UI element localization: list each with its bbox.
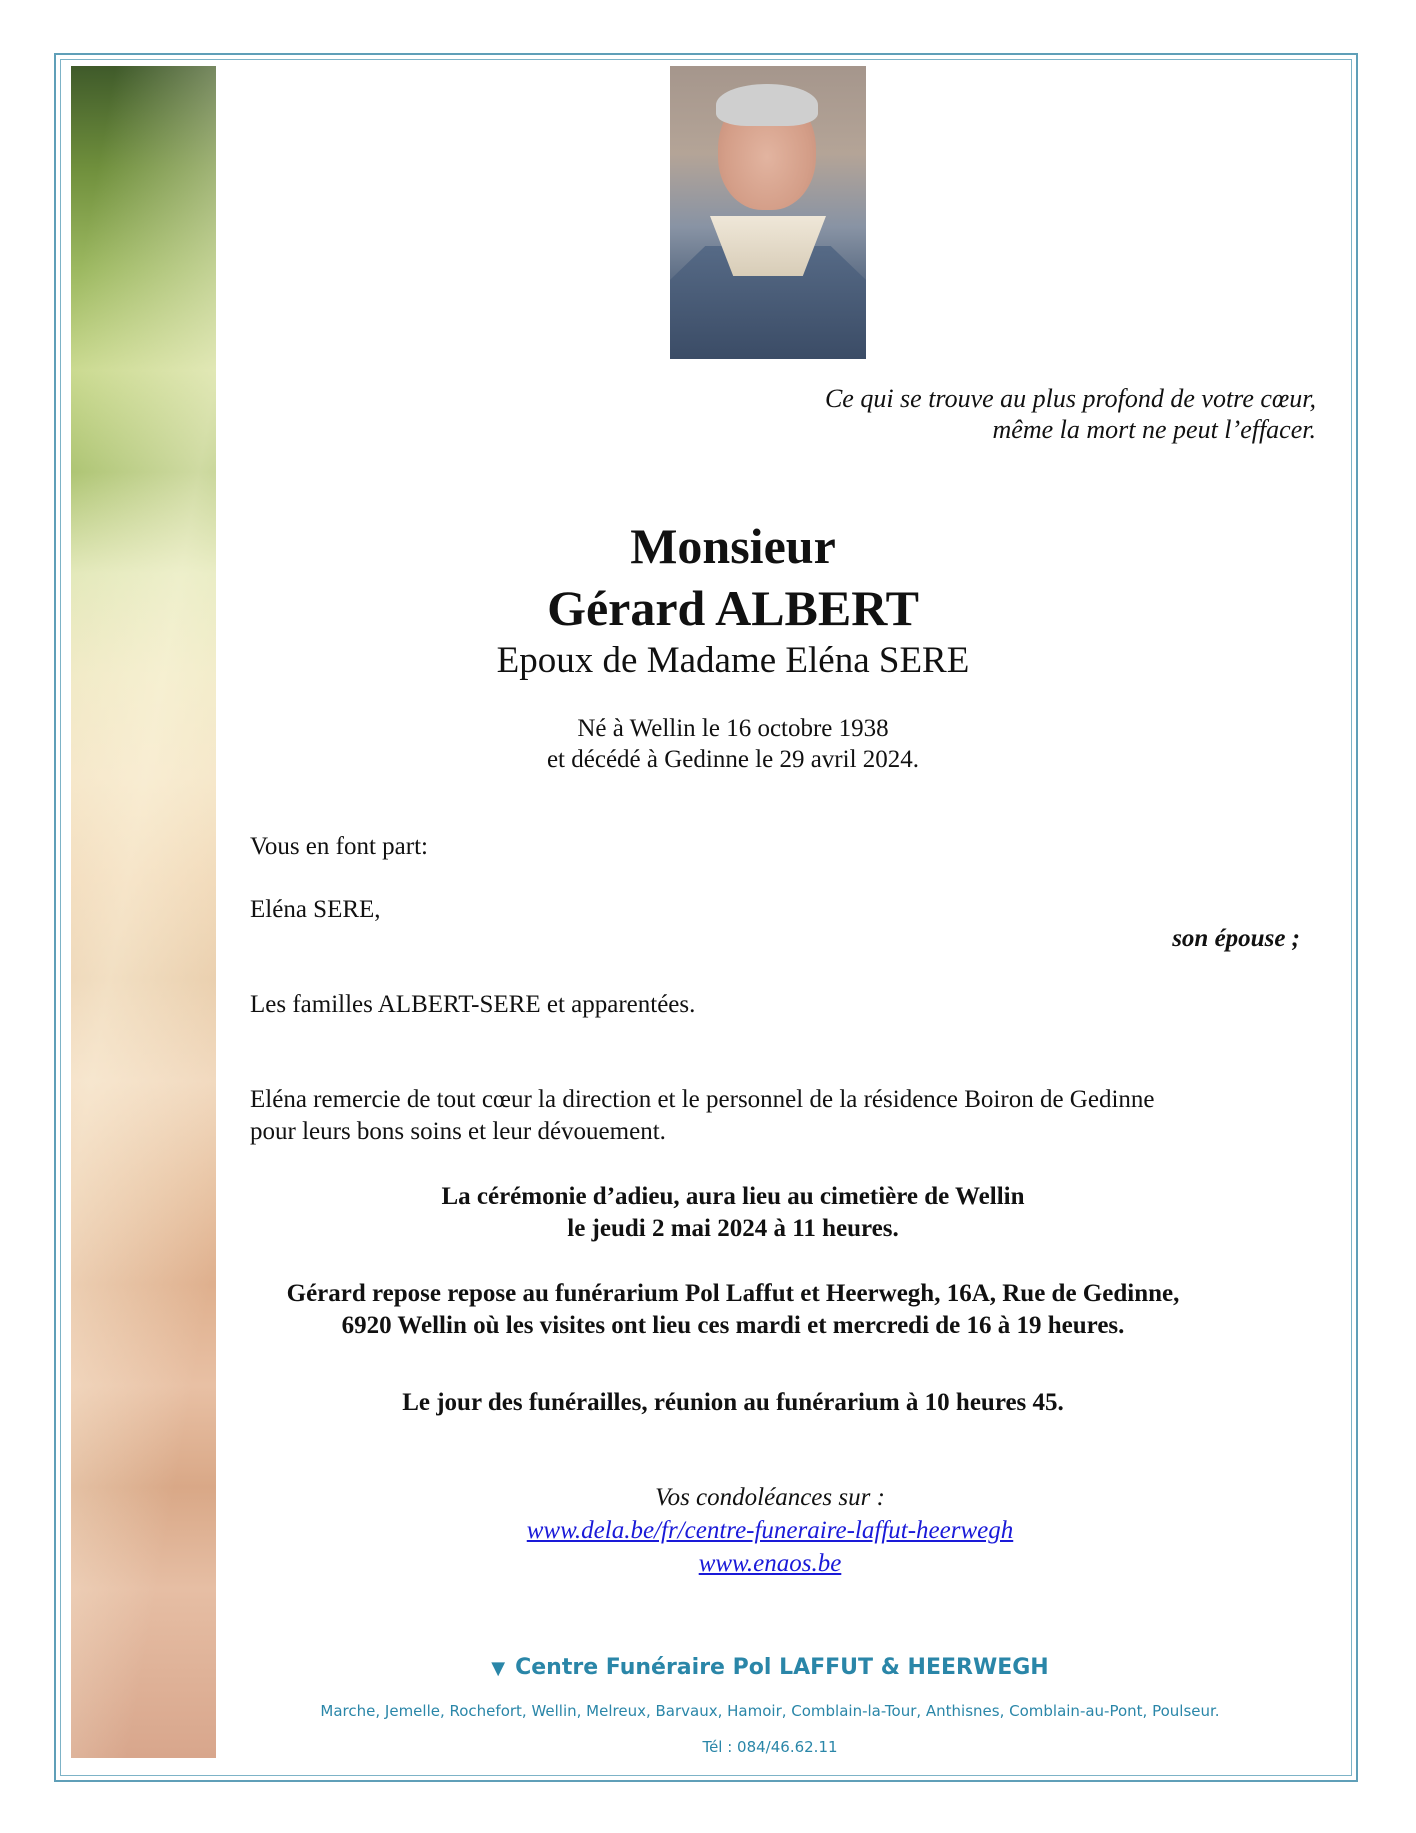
birth-line: Né à Wellin le 16 octobre 1938 bbox=[577, 715, 889, 742]
condolences-link-enaos[interactable]: www.enaos.be bbox=[698, 1550, 842, 1577]
funeral-home-name bbox=[250, 1655, 1290, 1680]
quote-line-2: même la mort ne peut l’effacer. bbox=[992, 415, 1316, 444]
forest-path-side-image bbox=[71, 66, 216, 1758]
deceased-name: Gérard ALBERT bbox=[547, 580, 919, 636]
families-line: Les familles ALBERT-SERE et apparentées. bbox=[250, 991, 696, 1018]
thanks-line-2: pour leurs bons soins et leur dévouement. bbox=[250, 1118, 666, 1145]
condolences-label: Vos condoléances sur : bbox=[655, 1484, 885, 1511]
company-name: Centre Funéraire Pol LAFFUT & HEERWEGH bbox=[515, 1655, 1049, 1680]
portrait-hair bbox=[716, 84, 818, 126]
ceremony-line-1: La cérémonie d’adieu, aura lieu au cimetière de Wellin bbox=[441, 1183, 1025, 1210]
memorial-quote bbox=[600, 383, 1316, 445]
spouse-name: Eléna SERE, bbox=[250, 896, 381, 923]
birth-death-dates bbox=[250, 713, 1216, 775]
funeral-home-phone: Tél : 084/46.62.11 bbox=[702, 1738, 838, 1756]
thanks-line-1: Eléna remercie de tout cœur la direction et le personnel de la résidence Boiron de Gedinne bbox=[250, 1086, 1155, 1113]
condolences-block bbox=[250, 1481, 1290, 1580]
death-line: et décédé à Gedinne le 29 avril 2024. bbox=[546, 746, 920, 773]
thanks-paragraph bbox=[250, 1084, 1290, 1148]
announcers-intro: Vous en font part: bbox=[250, 833, 428, 860]
honorific: Monsieur bbox=[630, 518, 836, 574]
meeting-info: Le jour des funérailles, réunion au funérarium à 10 heures 45. bbox=[402, 1389, 1064, 1416]
spouse-line: Epoux de Madame Eléna SERE bbox=[496, 640, 970, 681]
triangle-down-icon: ▼ bbox=[491, 1658, 506, 1679]
ceremony-info bbox=[230, 1181, 1236, 1245]
condolences-link-dela[interactable]: www.dela.be/fr/centre-funeraire-laffut-heerwegh bbox=[526, 1517, 1014, 1544]
visitation-info bbox=[230, 1278, 1236, 1342]
ceremony-line-2: le jeudi 2 mai 2024 à 11 heures. bbox=[567, 1215, 899, 1242]
quote-line-1: Ce qui se trouve au plus profond de votre cœur, bbox=[824, 384, 1316, 413]
funeral-home-locations: Marche, Jemelle, Rochefort, Wellin, Melreux, Barvaux, Hamoir, Comblain-la-Tour, Anthisnes, Comblain-au-Pont, Poulseur. bbox=[320, 1702, 1220, 1720]
deceased-heading bbox=[250, 515, 1216, 683]
spouse-role: son épouse ; bbox=[1172, 925, 1300, 952]
deceased-portrait-photo bbox=[670, 66, 866, 359]
visitation-line-1: Gérard repose repose au funérarium Pol Laffut et Heerwegh, 16A, Rue de Gedinne, bbox=[286, 1280, 1180, 1307]
visitation-line-2: 6920 Wellin où les visites ont lieu ces mardi et mercredi de 16 à 19 heures. bbox=[341, 1312, 1125, 1339]
